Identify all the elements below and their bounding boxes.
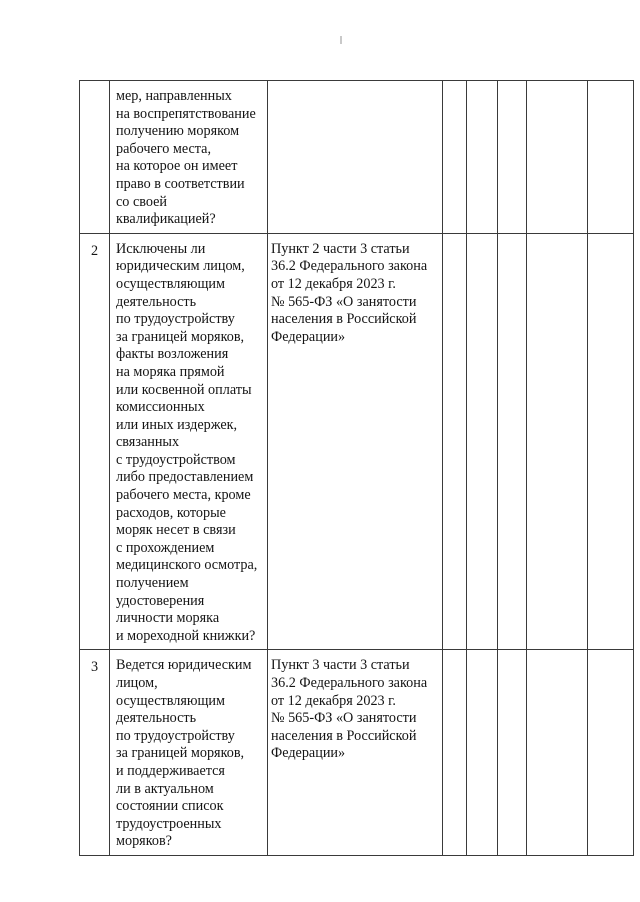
- question-line: деятельность: [116, 710, 197, 727]
- answer-no-cell: [467, 81, 498, 234]
- question-line: Исключены ли: [116, 240, 206, 257]
- question-line: юридическим лицом,: [116, 258, 245, 275]
- question-line: личности моряка: [116, 610, 220, 627]
- notes-cell: [588, 233, 634, 650]
- question-line: трудоустроенных: [116, 815, 222, 832]
- question-cell: [110, 233, 268, 650]
- question-line: ли в актуальном: [116, 780, 214, 797]
- answer-no-cell: [467, 650, 498, 856]
- answer-yes-cell: [443, 81, 467, 234]
- row-number: [80, 81, 110, 234]
- notes-cell: [588, 81, 634, 234]
- question-line: право в соответствии: [116, 175, 245, 192]
- scan-mark: [340, 36, 342, 44]
- question-line: и мореходной книжки?: [116, 627, 256, 644]
- question-line: и поддерживается: [116, 762, 225, 779]
- question-line: по трудоустройству: [116, 727, 235, 744]
- basis-line: Федерации»: [271, 328, 346, 345]
- evidence-cell: [527, 650, 588, 856]
- question-line: удостоверения: [116, 592, 205, 609]
- question-line: рабочего места, кроме: [116, 487, 251, 504]
- basis-line: населения в Российской: [271, 727, 417, 744]
- basis-line: Пункт 3 части 3 статьи: [271, 657, 410, 674]
- notes-cell: [588, 650, 634, 856]
- answer-no-cell: [467, 233, 498, 650]
- row-number: 3: [80, 650, 110, 856]
- question-line: мер, направленных: [116, 88, 232, 104]
- basis-line: Федерации»: [271, 745, 346, 762]
- question-line: или косвенной оплаты: [116, 381, 252, 398]
- basis-line: 36.2 Федерального закона: [271, 258, 428, 275]
- question-line: лицом,: [116, 675, 158, 691]
- question-line: квалификацией?: [116, 211, 216, 228]
- question-line: с трудоустройством: [116, 451, 236, 468]
- question-line: на моряка прямой: [116, 363, 225, 380]
- answer-na-cell: [498, 650, 527, 856]
- question-line: за границей моряков,: [116, 745, 245, 762]
- basis-line: от 12 декабря 2023 г.: [271, 275, 396, 292]
- question-line: со своей: [116, 193, 167, 210]
- question-cell: [110, 650, 268, 856]
- question-line: расходов, которые: [116, 504, 226, 521]
- evidence-cell: [527, 233, 588, 650]
- question-line: либо предоставлением: [116, 469, 254, 486]
- evidence-cell: [527, 81, 588, 234]
- checklist-table: [79, 80, 634, 856]
- answer-yes-cell: [443, 233, 467, 650]
- question-line: получению моряком: [116, 123, 240, 140]
- answer-na-cell: [498, 81, 527, 234]
- question-line: осуществляющим: [116, 275, 225, 292]
- question-line: рабочего места,: [116, 140, 212, 157]
- basis-line: населения в Российской: [271, 311, 417, 328]
- question-line: на воспрепятствование: [116, 105, 256, 122]
- question-line: Ведется юридическим: [116, 657, 252, 674]
- question-line: за границей моряков,: [116, 328, 245, 345]
- basis-line: № 565-ФЗ «О занятости: [271, 293, 417, 310]
- answer-yes-cell: [443, 650, 467, 856]
- question-line: моряков?: [116, 833, 172, 850]
- basis-line: № 565-ФЗ «О занятости: [271, 710, 417, 727]
- question-line: осуществляющим: [116, 692, 225, 709]
- question-line: или иных издержек,: [116, 416, 238, 433]
- question-line: комиссионных: [116, 399, 205, 416]
- question-line: по трудоустройству: [116, 311, 235, 328]
- basis-line: Пункт 2 части 3 статьи: [271, 240, 410, 257]
- question-line: моряк несет в связи: [116, 522, 236, 539]
- question-line: состоянии список: [116, 798, 224, 815]
- row-number: 2: [80, 233, 110, 650]
- table-row: [80, 81, 634, 234]
- question-line: факты возложения: [116, 346, 229, 363]
- basis-line: от 12 декабря 2023 г.: [271, 692, 396, 709]
- legal-basis-cell: [268, 233, 443, 650]
- question-line: на которое он имеет: [116, 158, 238, 175]
- question-line: связанных: [116, 434, 180, 451]
- question-line: получением: [116, 575, 189, 592]
- question-line: медицинского осмотра,: [116, 557, 258, 574]
- table-row: [80, 233, 634, 650]
- answer-na-cell: [498, 233, 527, 650]
- question-line: с прохождением: [116, 539, 215, 556]
- basis-line: 36.2 Федерального закона: [271, 675, 428, 691]
- legal-basis-cell: [268, 650, 443, 856]
- question-line: деятельность: [116, 293, 197, 310]
- question-cell: [110, 81, 268, 234]
- legal-basis-cell: [268, 81, 443, 234]
- table-row: [80, 650, 634, 856]
